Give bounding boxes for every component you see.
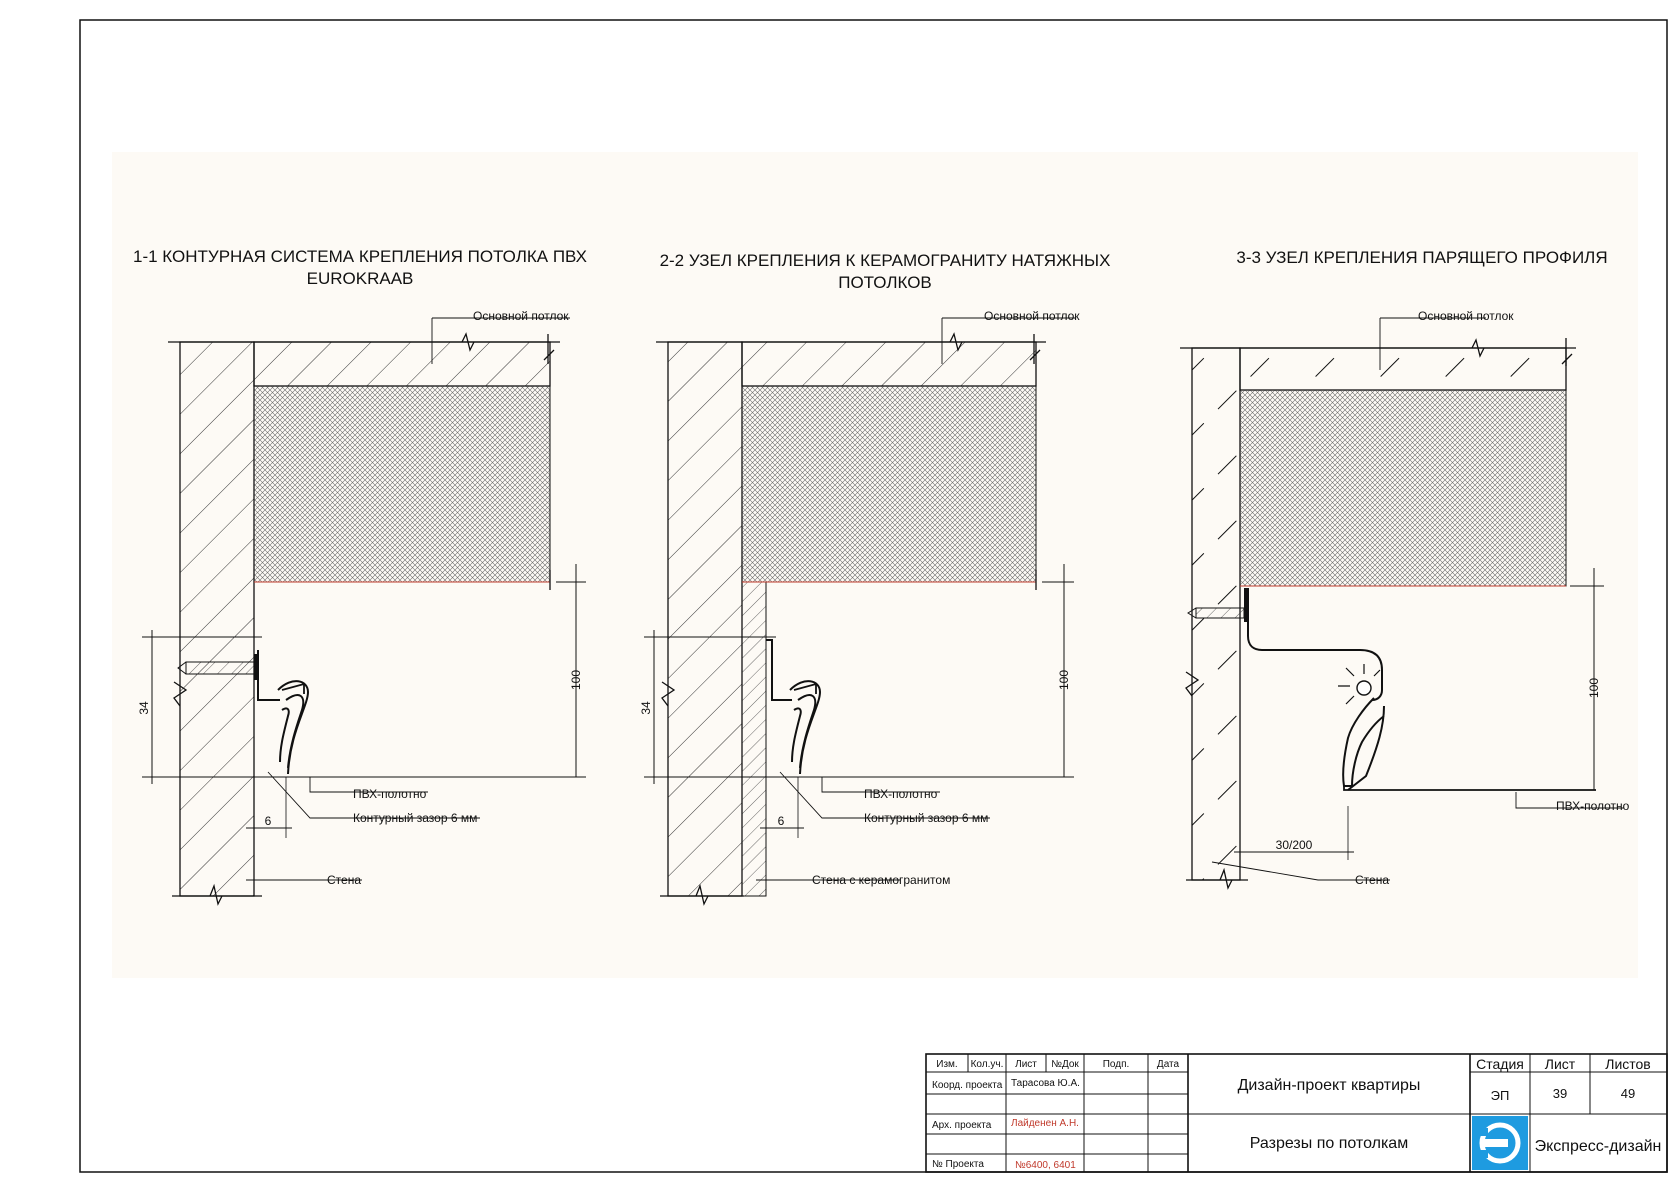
section-2-title-line-1: 2-2 УЗЕЛ КРЕПЛЕНИЯ К КЕРАМОГРАНИТУ НАТЯЖНЫХ bbox=[659, 251, 1111, 270]
stage-value: ЭП bbox=[1490, 1088, 1510, 1103]
project-num-value: №6400, 6401 bbox=[1015, 1160, 1076, 1171]
main-ceiling-slab bbox=[254, 342, 550, 386]
wall bbox=[668, 342, 742, 896]
main-ceiling-slab bbox=[742, 342, 1036, 386]
dim-height-label: 100 bbox=[1057, 669, 1071, 691]
col-header-izm: Изм. bbox=[936, 1059, 958, 1070]
wall-label: Стена bbox=[327, 873, 362, 887]
main-ceiling-label: Основной потлок bbox=[1418, 309, 1514, 323]
dim-height-label: 100 bbox=[569, 669, 583, 691]
dim-height-label: 100 bbox=[1587, 677, 1601, 699]
sheet-header: Лист bbox=[1544, 1056, 1576, 1072]
coord-name: Тарасова Ю.А. bbox=[1011, 1078, 1080, 1089]
gap-label: Контурный зазор 6 мм bbox=[864, 811, 989, 825]
project-title: Дизайн-проект квартиры bbox=[1237, 1077, 1421, 1094]
col-header-podp: Подп. bbox=[1102, 1059, 1130, 1070]
dim-side-label: 34 bbox=[137, 701, 151, 715]
sheet-title: Разрезы по потолкам bbox=[1249, 1135, 1409, 1152]
col-header-date: Дата bbox=[1156, 1059, 1180, 1070]
wall-label: Стена с керамогранитом bbox=[812, 873, 951, 887]
col-header-doc: №Док bbox=[1051, 1059, 1079, 1070]
section-3-title: 3-3 УЗЕЛ КРЕПЛЕНИЯ ПАРЯЩЕГО ПРОФИЛЯ bbox=[1236, 248, 1608, 267]
col-header-list: Лист bbox=[1015, 1059, 1037, 1070]
insulation-layer bbox=[742, 386, 1036, 582]
pvc-label: ПВХ-полотно bbox=[1556, 799, 1630, 813]
pvc-label: ПВХ-полотно bbox=[864, 787, 938, 801]
pvc-label: ПВХ-полотно bbox=[353, 787, 427, 801]
coord-label: Коорд. проекта bbox=[932, 1080, 1003, 1091]
porcelain-tile-layer bbox=[742, 582, 766, 896]
sheet-value: 39 bbox=[1552, 1086, 1568, 1101]
sheets-value: 49 bbox=[1620, 1086, 1636, 1101]
col-header-kol: Кол.уч. bbox=[970, 1059, 1004, 1070]
company-name: Экспресс-дизайн bbox=[1534, 1138, 1662, 1155]
dim-gap-label: 6 bbox=[264, 814, 272, 828]
dim-offset-label: 30/200 bbox=[1275, 838, 1313, 852]
main-ceiling-label: Основной потлок bbox=[984, 309, 1080, 323]
sheets-header: Листов bbox=[1605, 1056, 1651, 1072]
led-light-icon bbox=[1357, 681, 1371, 695]
insulation-layer bbox=[1240, 390, 1566, 586]
arch-label: Арх. проекта bbox=[932, 1120, 992, 1131]
wall bbox=[180, 342, 254, 896]
gap-label: Контурный зазор 6 мм bbox=[353, 811, 478, 825]
project-num-label: № Проекта bbox=[932, 1159, 984, 1170]
insulation-layer bbox=[254, 386, 550, 582]
section-2-title-line-2: ПОТОЛКОВ bbox=[838, 273, 932, 292]
wall-label: Стена bbox=[1355, 873, 1390, 887]
dim-gap-label: 6 bbox=[777, 814, 785, 828]
main-ceiling-label: Основной потлок bbox=[473, 309, 569, 323]
company-logo-icon bbox=[1472, 1116, 1528, 1170]
section-1-title-line-2: EUROKRAAB bbox=[306, 269, 414, 288]
dim-side-label: 34 bbox=[639, 701, 653, 715]
stage-header: Стадия bbox=[1476, 1056, 1524, 1072]
main-ceiling-slab bbox=[1240, 348, 1566, 390]
arch-name: Лайденен А.Н. bbox=[1011, 1118, 1079, 1129]
section-1-title-line-1: 1-1 КОНТУРНАЯ СИСТЕМА КРЕПЛЕНИЯ ПОТОЛКА ПВХ bbox=[133, 247, 587, 266]
